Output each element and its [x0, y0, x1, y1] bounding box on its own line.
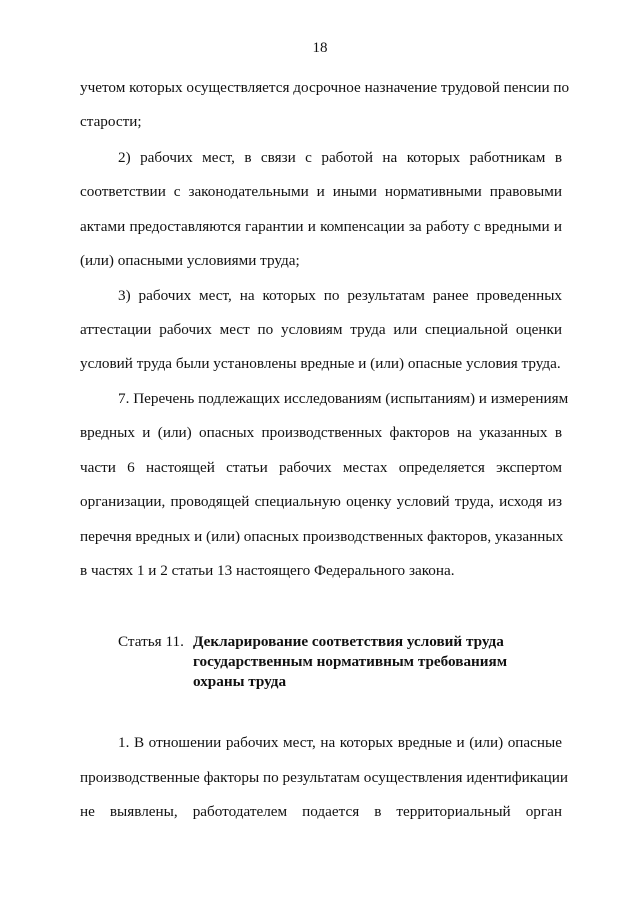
text-line: 3) рабочих мест, на которых по результатам ранее проведенных	[118, 287, 562, 304]
text-line: старости;	[80, 113, 142, 130]
text-line: актами предоставляются гарантии и компенсации за работу с вредными и	[80, 218, 562, 235]
article-label: Статья 11.	[118, 633, 184, 650]
text-line: аттестации рабочих мест по условиям труда или специальной оценки	[80, 321, 562, 338]
text-line: (или) опасными условиями труда;	[80, 252, 300, 269]
text-line: 1. В отношении рабочих мест, на которых вредные и (или) опасные	[118, 734, 562, 751]
text-line: учетом которых осуществляется досрочное назначение трудовой пенсии по	[80, 79, 570, 96]
text-line: производственные факторы по результатам осуществления идентификации	[80, 769, 569, 786]
text-line: организации, проводящей специальную оценку условий труда, исходя из	[80, 493, 562, 510]
text-line: 7. Перечень подлежащих исследованиям (испытаниям) и измерениям	[118, 390, 569, 407]
text-line: перечня вредных и (или) опасных производственных факторов, указанных	[80, 528, 564, 545]
text-line: части 6 настоящей статьи рабочих местах определяется экспертом	[80, 459, 562, 476]
text-line: 2) рабочих мест, в связи с работой на которых работникам в	[118, 149, 562, 166]
text-line: не выявлены, работодателем подается в территориальный орган	[80, 803, 562, 820]
page-number: 18	[312, 40, 328, 56]
text-line: соответствии с законодательными и иными нормативными правовыми	[80, 183, 562, 200]
text-line: в частях 1 и 2 статьи 13 настоящего Федерального закона.	[80, 562, 455, 579]
text-line: условий труда были установлены вредные и (или) опасные условия труда.	[80, 355, 561, 372]
article-title: Декларирование соответствия условий труда государственным нормативным требованиям охраны труда	[193, 633, 508, 690]
text-line: вредных и (или) опасных производственных факторов на указанных в	[80, 424, 562, 441]
